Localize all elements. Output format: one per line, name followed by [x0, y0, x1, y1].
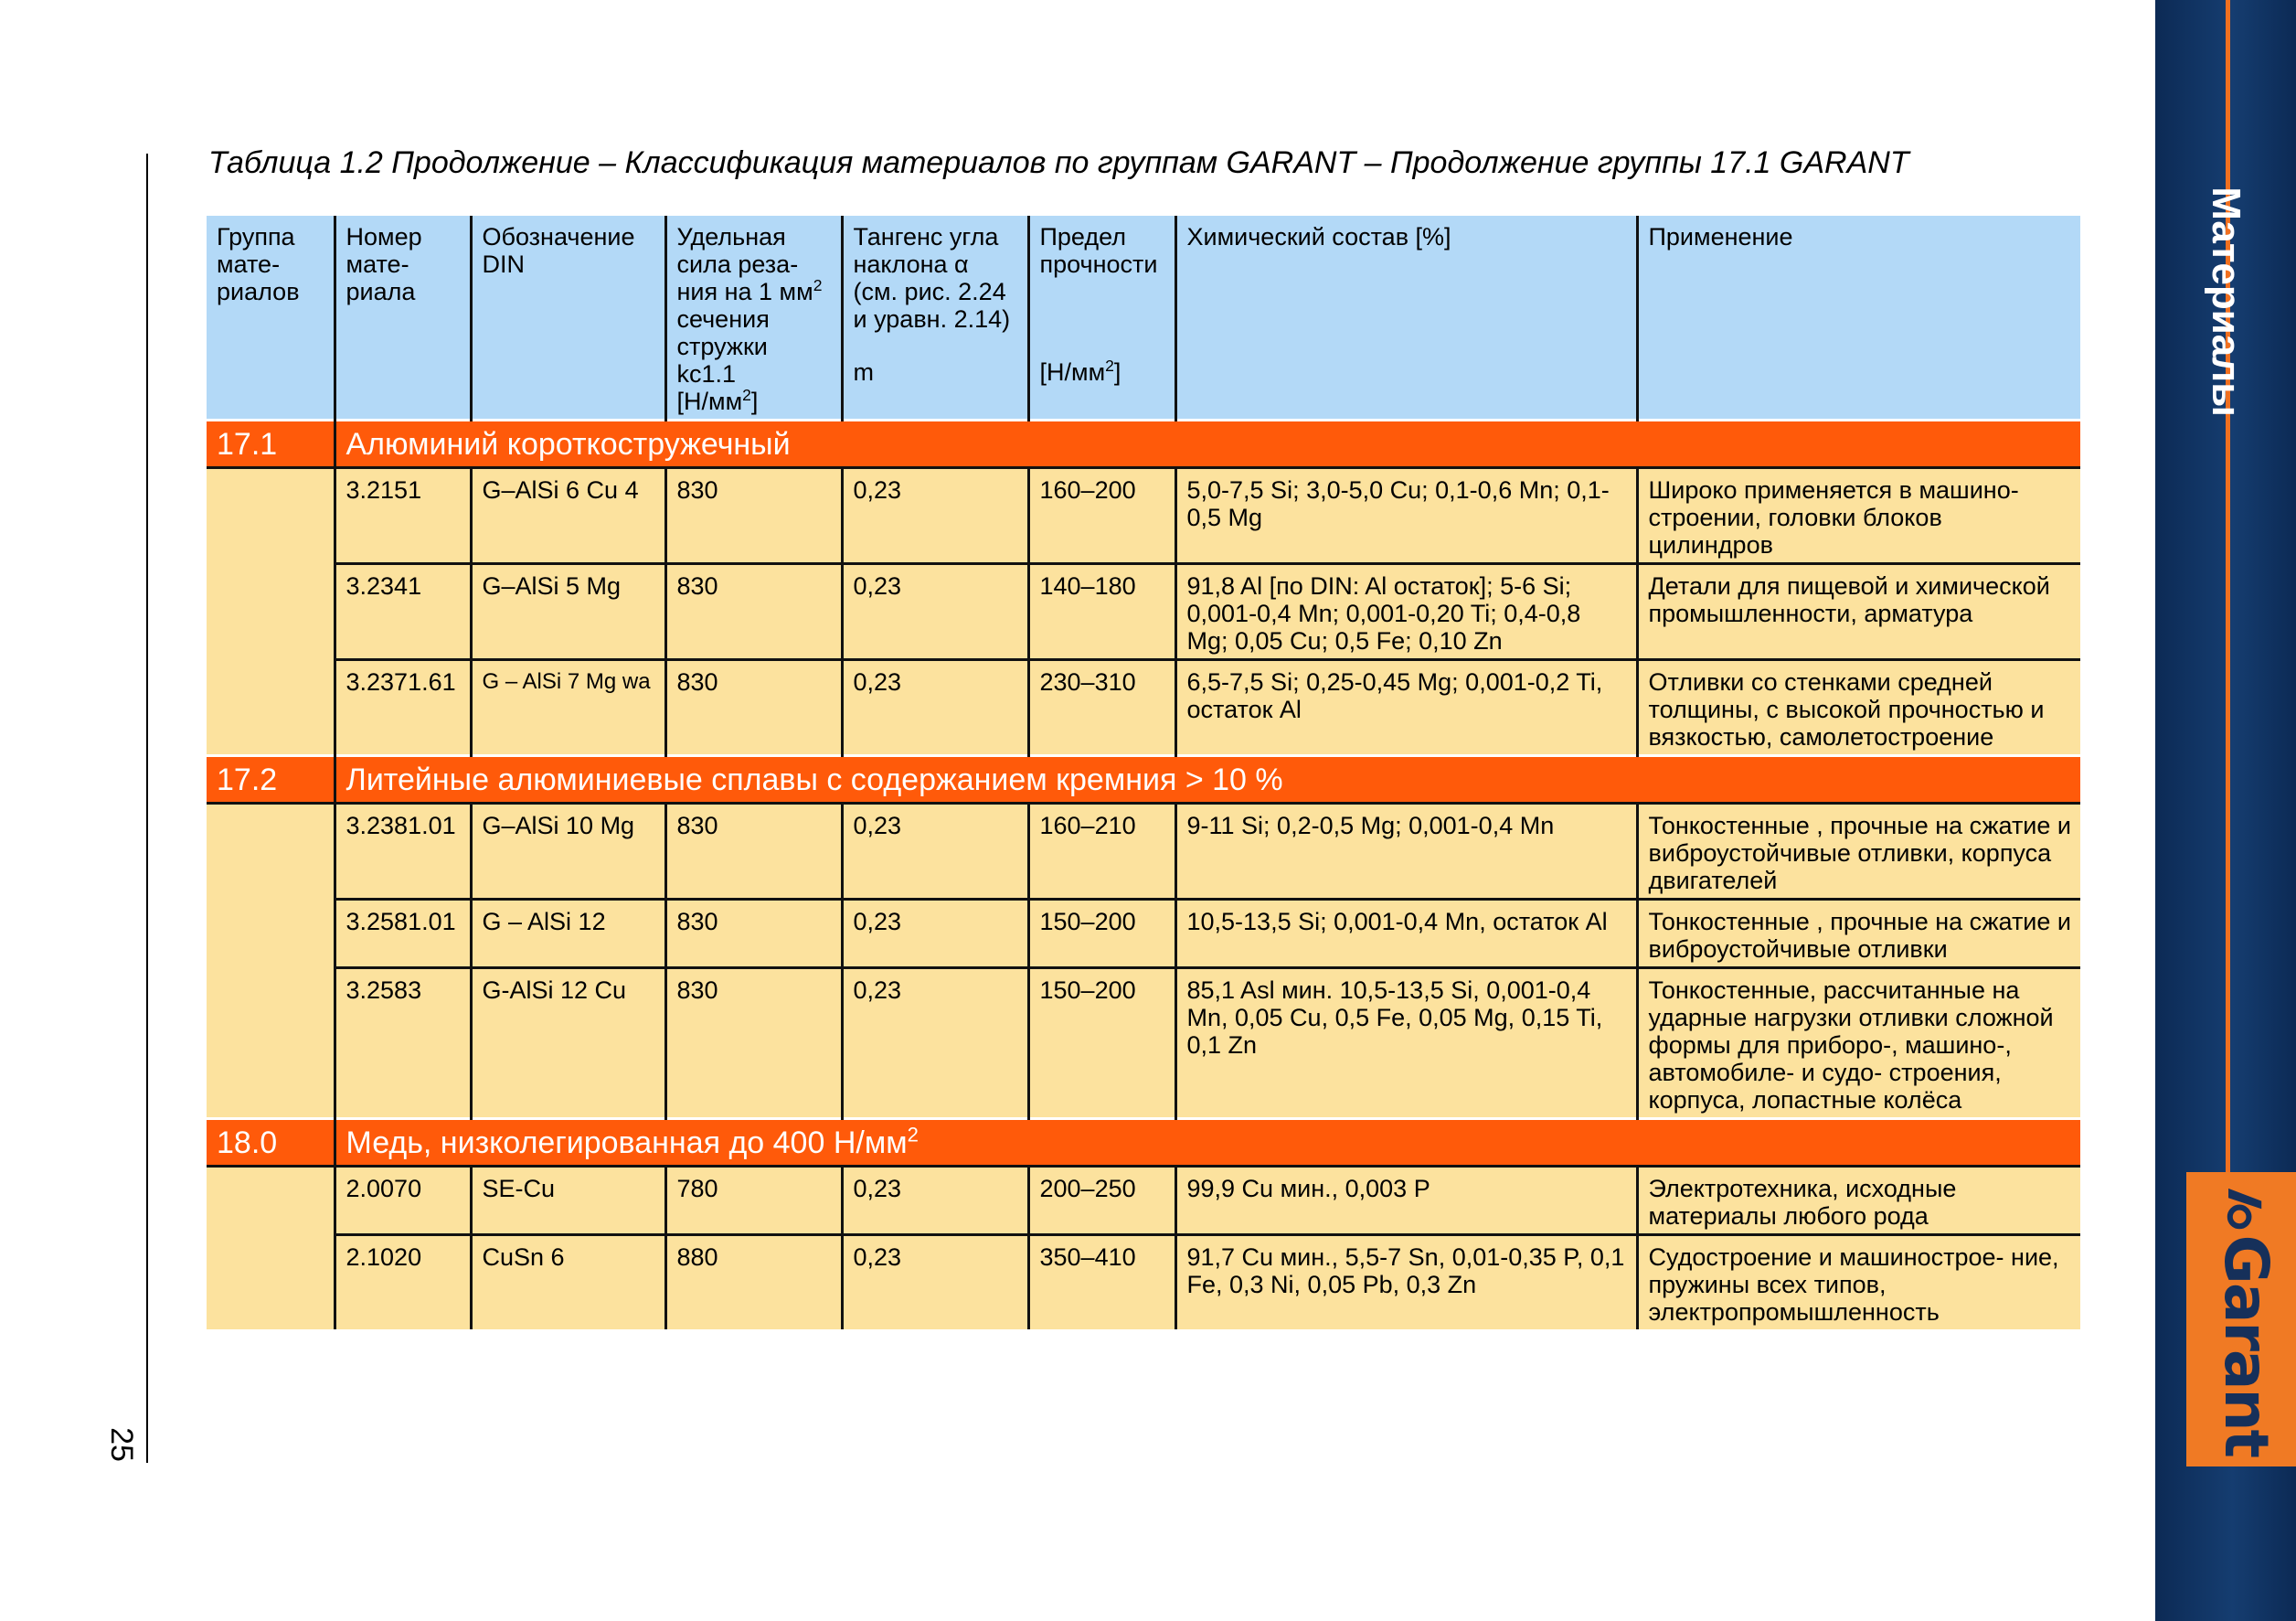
cell-chemical-composition: 10,5-13,5 Si; 0,001-0,4 Mn, остаток Al [1175, 900, 1637, 968]
cell-application: Электротехника, исходные материалы любого рода [1637, 1167, 2080, 1235]
table-row [207, 1167, 2080, 1235]
header-specific-cutting-force [665, 216, 842, 421]
cell-kc: 830 [665, 468, 842, 564]
header-kc-text: Удельная сила реза- ния на 1 мм [676, 223, 813, 305]
group-title-cell [335, 421, 2080, 468]
group-header-row [207, 421, 2080, 468]
header-kc-unit-text: [Н/мм [676, 388, 743, 415]
cell-chemical-composition: 6,5-7,5 Si; 0,25-0,45 Mg; 0,001-0,2 Ti, остаток Al [1175, 660, 1637, 756]
table-row [207, 660, 2080, 756]
cell-din-designation: G-AlSi 12 Cu [471, 968, 665, 1119]
header-tangent-text: Тангенс угла наклона α (см. рис. 2.24 и уравн. 2.14) [853, 223, 1011, 333]
table-row [207, 968, 2080, 1119]
header-tensile-strength [1028, 216, 1175, 421]
cell-tangent-m: 0,23 [842, 564, 1028, 660]
cell-application: Тонкостенные , прочные на сжатие и виброустойчивые отливки [1637, 900, 2080, 968]
cell-tensile-strength: 200–250 [1028, 1167, 1175, 1235]
header-strength-unit-text: [Н/мм [1039, 358, 1106, 386]
cell-kc: 830 [665, 900, 842, 968]
header-strength-unit-close: ] [1113, 358, 1121, 386]
cell-din-designation: G – AlSi 12 [471, 900, 665, 968]
header-material-number: Номер мате- риала [335, 216, 471, 421]
cell-tensile-strength: 160–200 [1028, 468, 1175, 564]
group-header-row [207, 1119, 2080, 1167]
cell-din-designation: G–AlSi 5 Mg [471, 564, 665, 660]
cell-chemical-composition: 91,7 Cu мин., 5,5-7 Sn, 0,01-0,35 P, 0,1 Fe, 0,3 Ni, 0,05 Pb, 0,3 Zn [1175, 1235, 1637, 1330]
cell-tangent-m: 0,23 [842, 1167, 1028, 1235]
table-row [207, 900, 2080, 968]
group-spacer-cell [207, 804, 335, 1119]
cell-tensile-strength: 350–410 [1028, 1235, 1175, 1330]
cell-din-designation: G–AlSi 10 Mg [471, 804, 665, 900]
group-spacer-cell [207, 468, 335, 756]
cell-material-number: 2.1020 [335, 1235, 471, 1330]
cell-tensile-strength: 150–200 [1028, 968, 1175, 1119]
header-din-designation: Обозначение DIN [471, 216, 665, 421]
header-tangent-m: m [853, 358, 874, 386]
garant-logo [2186, 1172, 2296, 1466]
cell-application: Тонкостенные , прочные на сжатие и виброустойчивые отливки, корпуса двигателей [1637, 804, 2080, 900]
cell-din-designation: G – AlSi 7 Mg wa [471, 660, 665, 756]
header-application: Применение [1637, 216, 2080, 421]
cell-chemical-composition: 99,9 Cu мин., 0,003 P [1175, 1167, 1637, 1235]
header-kc-unit-close: ] [750, 388, 759, 415]
header-tangent-angle [842, 216, 1028, 421]
group-spacer-cell [207, 1167, 335, 1330]
cell-application: Детали для пищевой и химической промышленности, арматура [1637, 564, 2080, 660]
group-number: 18.0 [207, 1119, 335, 1167]
group-title-cell [335, 756, 2080, 804]
cell-tangent-m: 0,23 [842, 660, 1028, 756]
group-title: Литейные алюминиевые сплавы с содержанием кремния > 10 % [345, 763, 1283, 797]
cell-kc: 830 [665, 564, 842, 660]
header-material-group: Группа мате- риалов [207, 216, 335, 421]
header-strength-unit [1040, 358, 1167, 386]
cell-tensile-strength: 150–200 [1028, 900, 1175, 968]
cell-application: Тонкостенные, рассчитанные на ударные нагрузки отливки сложной формы для приборо-, машино-, автомобиле- и судо- строения, корпуса, лопастные колёса [1637, 968, 2080, 1119]
page-margin-line [146, 154, 148, 1463]
cell-chemical-composition: 9-11 Si; 0,2-0,5 Mg; 0,001-0,4 Mn [1175, 804, 1637, 900]
table-row [207, 1235, 2080, 1330]
cell-material-number: 3.2581.01 [335, 900, 471, 968]
cell-material-number: 3.2341 [335, 564, 471, 660]
header-chemical-composition: Химический состав [%] [1175, 216, 1637, 421]
table-caption: Таблица 1.2 Продолжение – Классификация материалов по группам GARANT – Продолжение группы 17.1 GARANT [208, 145, 1909, 180]
table-row [207, 804, 2080, 900]
page-number: 25 [104, 1427, 139, 1462]
materials-table-wrapper [207, 216, 2080, 1329]
cell-tensile-strength: 230–310 [1028, 660, 1175, 756]
group-title-cell [335, 1119, 2080, 1167]
cell-material-number: 2.0070 [335, 1167, 471, 1235]
cell-material-number: 3.2151 [335, 468, 471, 564]
cell-kc: 830 [665, 660, 842, 756]
cell-tangent-m: 0,23 [842, 804, 1028, 900]
cell-tangent-m: 0,23 [842, 468, 1028, 564]
cell-application: Отливки со стенками средней толщины, с высокой прочностью и вязкостью, самолетостроение [1637, 660, 2080, 756]
group-number: 17.1 [207, 421, 335, 468]
group-title: Алюминий короткостружечный [345, 427, 791, 462]
cell-tangent-m: 0,23 [842, 1235, 1028, 1330]
cell-tensile-strength: 160–210 [1028, 804, 1175, 900]
cell-tensile-strength: 140–180 [1028, 564, 1175, 660]
header-kc-text-2: сечения стружки kc1.1 [676, 305, 770, 388]
table-row [207, 564, 2080, 660]
header-kc-unit [677, 388, 834, 415]
garant-logo-icon [2218, 1182, 2273, 1230]
header-strength-unit-sup: 2 [1105, 357, 1114, 375]
sidebar-section-title: Материалы [2204, 187, 2248, 417]
cell-material-number: 3.2381.01 [335, 804, 471, 900]
cell-din-designation: SE-Cu [471, 1167, 665, 1235]
garant-logo-inner [2200, 1182, 2291, 1456]
group-header-row [207, 756, 2080, 804]
cell-chemical-composition: 5,0-7,5 Si; 3,0-5,0 Cu; 0,1-0,6 Mn; 0,1-0,5 Mg [1175, 468, 1637, 564]
cell-kc: 780 [665, 1167, 842, 1235]
cell-kc: 830 [665, 804, 842, 900]
cell-material-number: 3.2583 [335, 968, 471, 1119]
cell-application: Широко применяется в машино- строении, головки блоков цилиндров [1637, 468, 2080, 564]
cell-din-designation: CuSn 6 [471, 1235, 665, 1330]
group-title-sup: 2 [907, 1123, 919, 1146]
table-body [207, 421, 2080, 1330]
cell-din-designation: G–AlSi 6 Cu 4 [471, 468, 665, 564]
cell-kc: 830 [665, 968, 842, 1119]
header-kc-unit-sup: 2 [742, 386, 751, 404]
materials-table [207, 216, 2080, 1329]
table-row [207, 468, 2080, 564]
cell-material-number: 3.2371.61 [335, 660, 471, 756]
group-title: Медь, низколегированная до 400 Н/мм [345, 1125, 908, 1160]
cell-tangent-m: 0,23 [842, 968, 1028, 1119]
group-number: 17.2 [207, 756, 335, 804]
cell-kc: 880 [665, 1235, 842, 1330]
cell-application: Судостроение и машинострое- ние, пружины всех типов, электропромышленность [1637, 1235, 2080, 1330]
cell-chemical-composition: 85,1 Asl мин. 10,5-13,5 Si, 0,001-0,4 Mn, 0,05 Cu, 0,5 Fe, 0,05 Mg, 0,15 Ti, 0,1 Zn [1175, 968, 1637, 1119]
header-strength-text: Предел прочности [1039, 223, 1158, 278]
cell-tangent-m: 0,23 [842, 900, 1028, 968]
garant-logo-text: Garant [2211, 1234, 2281, 1456]
header-kc-sup: 2 [813, 276, 823, 294]
cell-chemical-composition: 91,8 Al [по DIN: Al остаток]; 5-6 Si; 0,001-0,4 Mn; 0,001-0,20 Ti; 0,4-0,8 Mg; 0,05 Cu; 0,5 Fe; 0,10 Zn [1175, 564, 1637, 660]
table-header-row [207, 216, 2080, 421]
